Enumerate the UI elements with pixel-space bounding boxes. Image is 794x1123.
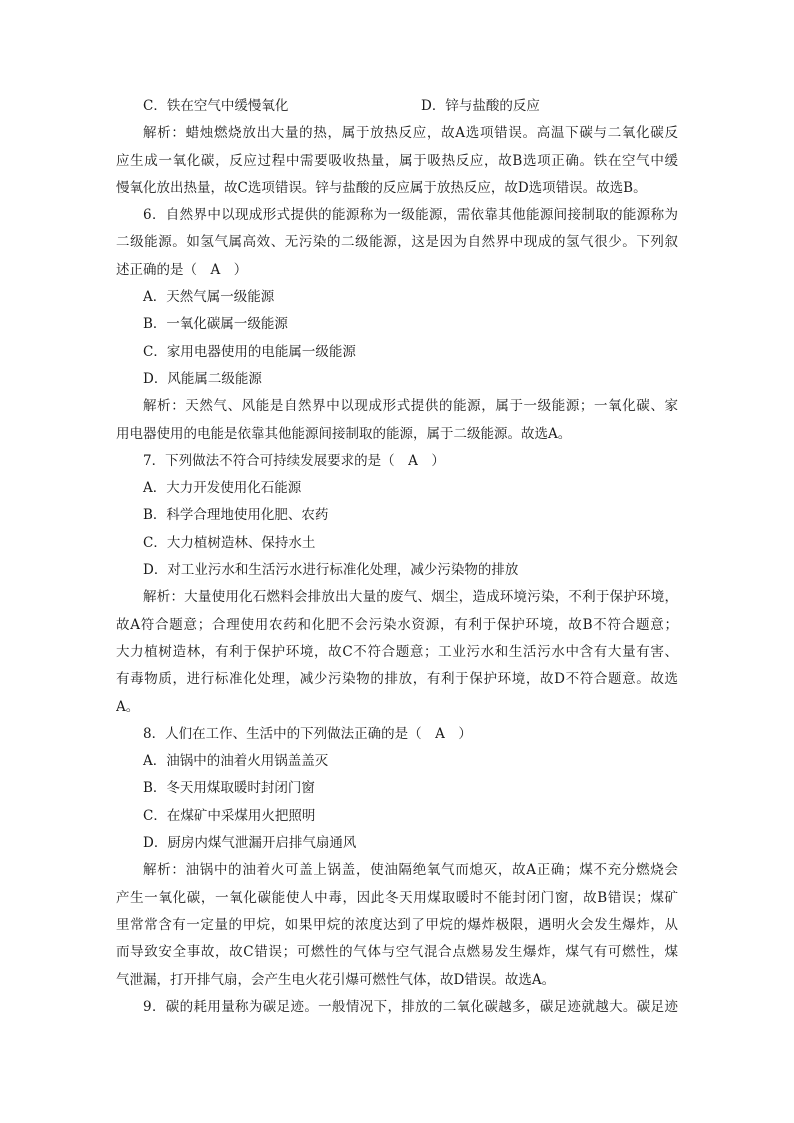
text-line: 有毒物质，进行标准化处理，减少污染物的排放，有利于保护环境，故D不符合题意。故选 [116,671,678,688]
option-d: D．对工业污水和生活污水进行标准化处理，减少污染物的排放 [143,562,519,579]
option-d: D．风能属二级能源 [143,370,262,387]
option-c: C．在煤矿中采煤用火把照明 [143,807,316,824]
question-8: 8．人们在工作、生活中的下列做法正确的是（ A ） [143,725,472,742]
question-9: 9．碳的耗用量称为碳足迹。一般情况下，排放的二氧化碳越多，碳足迹就越大。碳足迹 [143,998,678,1015]
text-line: 产生一氧化碳，一氧化碳能使人中毒，因此冬天用煤取暖时不能封闭门窗，故B错误；煤矿 [116,889,678,906]
analysis-paragraph: 解析：油锅中的油着火可盖上锅盖，使油隔绝氧气而熄灭，故A正确；煤不充分燃烧会 [143,862,678,879]
option-d: D．厨房内煤气泄漏开启排气扇通风 [143,835,357,852]
text-line: A。 [116,698,140,715]
text-line: 慢氧化放出热量，故C选项错误。锌与盐酸的反应属于放热反应，故D选项错误。故选B。 [116,179,647,196]
text-line: 述正确的是（ A ） [116,261,248,278]
text-line: 二级能源。如氢气属高效、无污染的二级能源，这是因为自然界中现成的氢气很少。下列叙 [116,234,678,251]
option-b: B．科学合理地使用化肥、农药 [143,507,329,524]
options-row [116,93,678,120]
option-b: B．一氧化碳属一级能源 [143,316,288,333]
option-a: A．天然气属一级能源 [143,289,275,306]
analysis-paragraph: 解析：大量使用化石燃料会排放出大量的废气、烟尘，造成环境污染，不利于保护环境， [143,589,678,606]
text-line: 用电器使用的电能是依靠其他能源间接制取的能源，属于二级能源。故选A。 [116,425,572,442]
option-c: C．家用电器使用的电能属一级能源 [143,343,356,360]
option-c: C．大力植树造林、保持水土 [143,534,316,551]
question-6: 6．自然界中以现成形式提供的能源称为一级能源，需依靠其他能源间接制取的能源称为 [143,207,678,224]
option-a: A．油锅中的油着火用锅盖盖灭 [143,753,329,770]
text-line: 大力植树造林，有利于保护环境，故C不符合题意；工业污水和生活污水中含有大量有害、 [116,643,678,660]
analysis-paragraph: 解析：蜡烛燃烧放出大量的热，属于放热反应，故A选项错误。高温下碳与二氧化碳反 [143,125,678,142]
document-page [116,93,678,1021]
option-a: A．大力开发使用化石能源 [143,480,302,497]
analysis-paragraph: 解析：天然气、风能是自然界中以现成形式提供的能源，属于一级能源；一氧化碳、家 [143,398,678,415]
question-7: 7．下列做法不符合可持续发展要求的是（ A ） [143,452,445,469]
text-line: 里常常含有一定量的甲烷，如果甲烷的浓度达到了甲烷的爆炸极限，遇明火会发生爆炸，从 [116,916,678,933]
text-line: 气泄漏，打开排气扇，会产生电火花引爆可燃性气体，故D错误。故选A。 [116,971,556,988]
option-b: B．冬天用煤取暖时封闭门窗 [143,780,315,797]
option-d: D．锌与盐酸的反应 [421,98,540,114]
text-line: 故A符合题意；合理使用农药和化肥不会污染水资源，有利于保护环境，故B不符合题意； [116,616,678,633]
text-line: 应生成一氧化碳，反应过程中需要吸收热量，属于吸热反应，故B选项正确。铁在空气中缓 [116,152,678,169]
option-c: C．铁在空气中缓慢氧化 [143,98,289,114]
text-line: 而导致安全事故，故C错误；可燃性的气体与空气混合点燃易发生爆炸，煤气有可燃性，煤 [116,944,678,961]
